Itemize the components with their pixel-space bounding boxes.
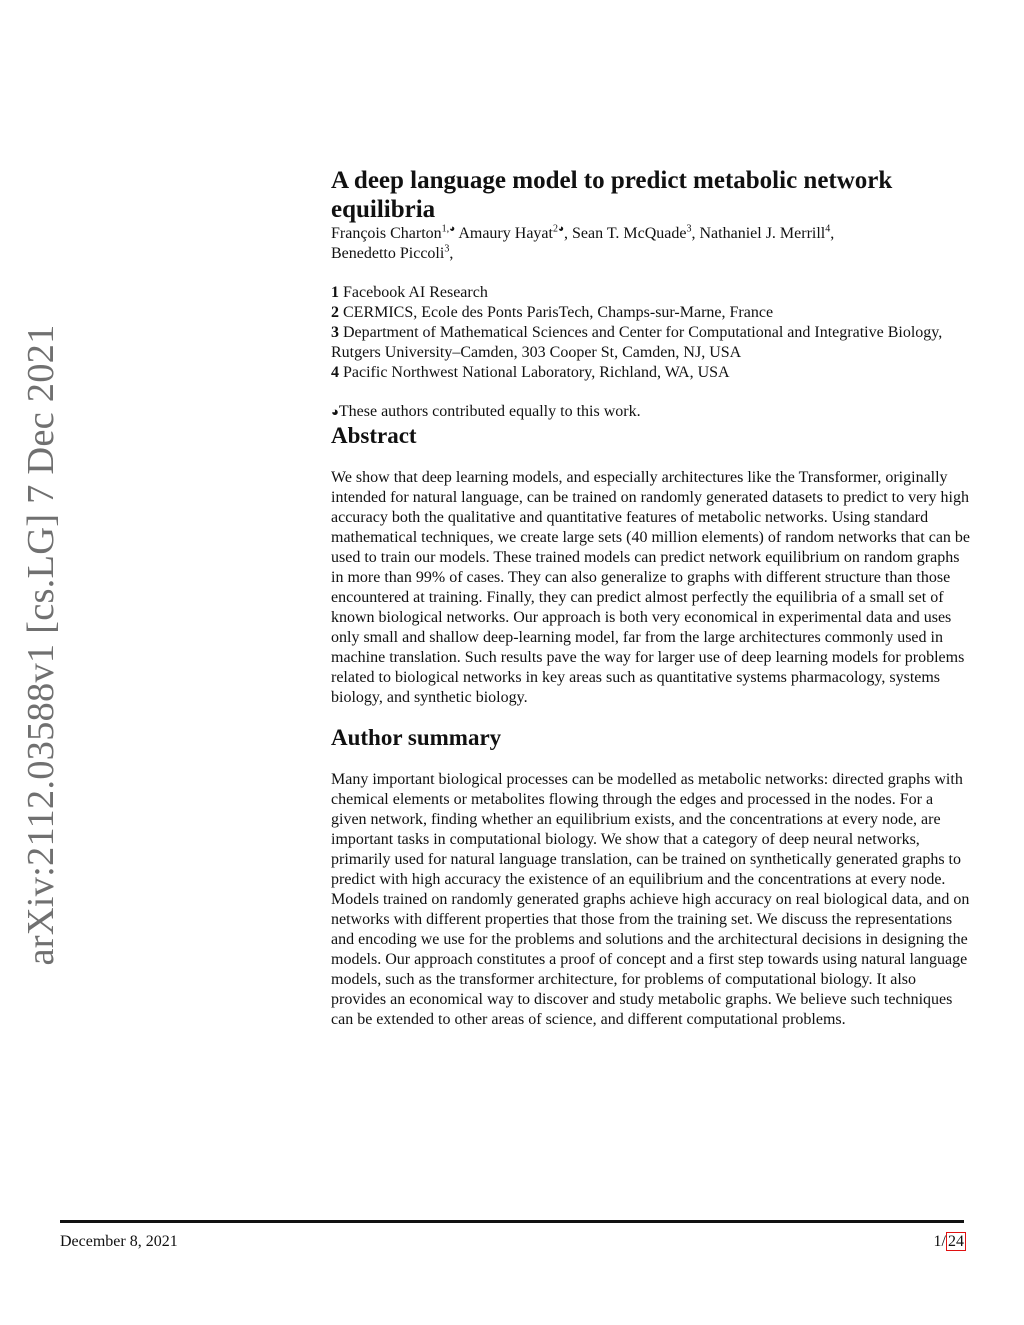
equal-contribution-note: ◕These authors contributed equally to this work. xyxy=(331,403,641,420)
paper-front-matter xyxy=(331,166,971,1046)
author-affiliation-marker[interactable]: 1,◕ xyxy=(441,223,456,235)
author-name: Benedetto Piccoli xyxy=(331,245,445,262)
author-summary-body: Many important biological processes can be modelled as metabolic networks: directed graphs with chemical elements or metabolites flowing through the edges and processed in the nodes. For a given network, finding whether an equilibrium exists, and the concentrations at every node, are important tasks in computational biology. We show that a category of deep neural networks, primarily used for natural language translation, can be trained on synthetically generated graphs to predict with high accuracy the existence of an equilibrium and the concentrations at every node. Models trained on randomly generated graphs achieve high accuracy on real biological data, and on networks with different properties that those from the training set. We discuss the representations and encoding we use for the problems and solutions and the architectural decisions in designing the models. Our approach constitutes a proof of concept and a first step towards using natural language models, such as the transformer architecture, for problems of computational biology. It also provides an economical way to discover and study metabolic graphs. We believe such techniques can be extended to other areas of science, and different computational problems. xyxy=(331,771,970,1028)
arxiv-identifier-stamp[interactable]: arXiv:2112.03588v1 [cs.LG] 7 Dec 2021 xyxy=(20,324,62,966)
page-number: 1/ 24 xyxy=(933,1233,964,1250)
affiliation-item: 4 Pacific Northwest National Laboratory, Richland, WA, USA xyxy=(331,364,730,381)
author-affiliation-marker[interactable]: 3 xyxy=(686,223,692,235)
title-line-1: A deep language model to predict metabolic network xyxy=(331,167,893,194)
affiliation-list xyxy=(331,283,971,383)
equal-contribution-icon: ◕ xyxy=(331,404,339,419)
paper-title xyxy=(331,166,971,224)
author-list: François Charton$^{1,◕}$ Amaury Hayat$^{2◕}$, Sean T. McQuade$^3$, Nathaniel J. Merrill$^4$, Benedetto Piccoli$^3$, xyxy=(331,223,835,262)
affiliation-item: 2 CERMICS, Ecole des Ponts ParisTech, Champs-sur-Marne, France xyxy=(331,304,774,321)
page-total-link[interactable]: 24 xyxy=(948,1233,964,1250)
author-name: Nathaniel J. Merrill xyxy=(699,225,826,242)
affiliation-number: 2 xyxy=(331,304,339,321)
abstract-heading: Abstract xyxy=(331,423,417,448)
affiliation-number: 3 xyxy=(331,324,339,341)
affiliation-number: 1 xyxy=(331,284,339,301)
affiliation-item: 3 Department of Mathematical Sciences and Center for Computational and Integrative Biology, Rutgers University–Camden, 303 Cooper St, Camden, NJ, USA xyxy=(331,324,943,361)
author-name: Sean T. McQuade xyxy=(572,225,687,242)
affiliation-number: 4 xyxy=(331,364,339,381)
author-affiliation-marker[interactable]: 2◕ xyxy=(552,223,565,235)
footer-date: December 8, 2021 xyxy=(60,1233,178,1250)
title-line-2: equilibria xyxy=(331,196,436,223)
author-affiliation-marker[interactable]: 3 xyxy=(444,243,450,255)
author-name: Amaury Hayat xyxy=(458,225,553,242)
author-affiliation-marker[interactable]: 4 xyxy=(825,223,831,235)
author-name: François Charton xyxy=(331,225,442,242)
abstract-body: We show that deep learning models, and especially architectures like the Transformer, originally intended for natural language, can be trained on randomly generated datasets to predict to very high accuracy both the qualitative and quantitative features of metabolic networks. Using standard mathematical techniques, we create large sets (40 million elements) of random networks that can be used to train our models. These trained models can predict network equilibrium on random graphs in more than 99% of cases. They can also generalize to graphs with different structure than those encountered at training. Finally, they can predict almost perfectly the equilibria of a small set of known biological networks. Our approach is both very economical in experimental data and uses only small and shallow deep-learning model, far from the large architectures commonly used in machine translation. Such results pave the way for larger use of deep learning models for problems related to biological networks in key areas such as quantitative systems pharmacology, systems biology, and synthetic biology. xyxy=(331,469,971,706)
footer-divider xyxy=(60,1220,964,1223)
author-summary-heading: Author summary xyxy=(331,725,502,750)
affiliation-item: 1 Facebook AI Research xyxy=(331,284,488,301)
